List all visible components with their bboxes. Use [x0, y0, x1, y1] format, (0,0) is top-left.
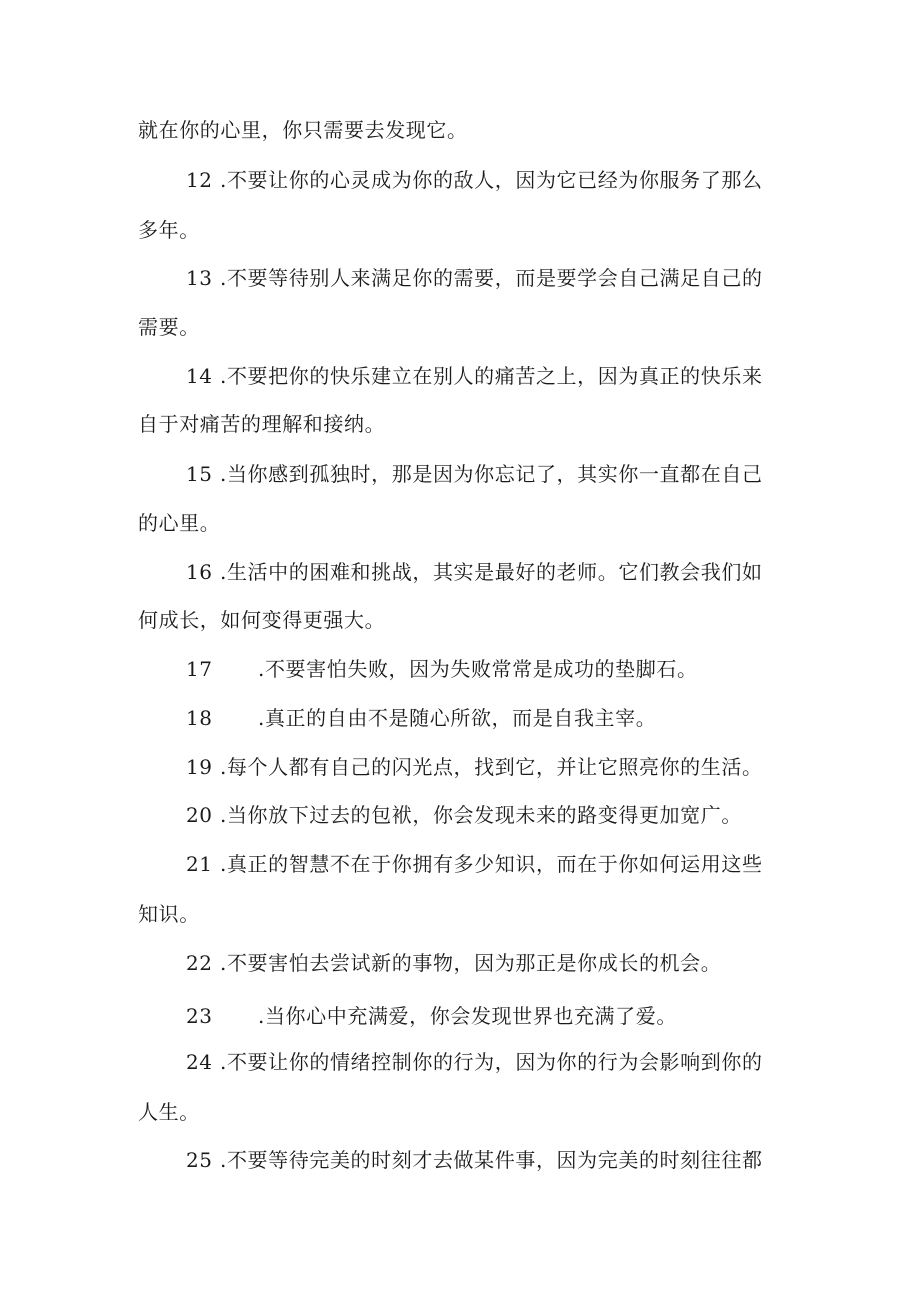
item-text: .真正的自由不是随心所欲，而是自我主宰。: [258, 706, 657, 730]
item-text: .不要把你的快乐建立在别人的痛苦之上，因为真正的快乐来: [220, 364, 763, 388]
list-item-18: [186, 704, 656, 732]
item-number: 14: [186, 364, 213, 388]
item-text: .生活中的困难和挑战，其实是最好的老师。它们教会我们如: [220, 560, 763, 584]
paragraph-line: [138, 116, 468, 144]
list-item-14: [186, 362, 763, 390]
item-number: 15: [186, 462, 213, 486]
item-number: 25: [186, 1148, 213, 1172]
list-item-25: [186, 1146, 763, 1174]
list-item-21: [186, 850, 763, 878]
line-text: 需要。: [138, 315, 200, 339]
item-number: 23: [186, 1004, 213, 1028]
list-item-24: [186, 1048, 763, 1076]
list-item-13: [186, 264, 763, 292]
item-text: .不要害怕去尝试新的事物，因为那正是你成长的机会。: [220, 951, 722, 975]
item-number: 24: [186, 1050, 213, 1074]
item-text: .不要让你的心灵成为你的敌人，因为它已经为你服务了那么: [220, 168, 763, 192]
item-text: .当你感到孤独时，那是因为你忘记了，其实你一直都在自己: [220, 462, 763, 486]
item-number: 19: [186, 755, 213, 779]
line-text: 知识。: [138, 902, 200, 926]
paragraph-line: [138, 216, 200, 244]
item-number: 20: [186, 803, 213, 827]
paragraph-line: [138, 313, 200, 341]
list-item-17: [186, 655, 698, 683]
item-text: .真正的智慧不在于你拥有多少知识，而在于你如何运用这些: [220, 852, 763, 876]
line-text: 何成长，如何变得更强大。: [138, 608, 386, 632]
line-text: 的心里。: [138, 511, 221, 535]
list-item-15: [186, 460, 763, 488]
item-number: 17: [186, 657, 213, 681]
list-item-22: [186, 949, 721, 977]
item-text: .当你放下过去的包袱，你会发现未来的路变得更加宽广。: [220, 803, 742, 827]
item-text: .不要等待完美的时刻才去做某件事，因为完美的时刻往往都: [220, 1148, 763, 1172]
paragraph-line: [138, 410, 385, 438]
item-number: 16: [186, 560, 213, 584]
item-number: 12: [186, 168, 213, 192]
item-text: .不要让你的情绪控制你的行为，因为你的行为会影响到你的: [220, 1050, 763, 1074]
list-item-12: [186, 166, 763, 194]
item-number: 21: [186, 852, 213, 876]
list-item-19: [186, 753, 763, 781]
list-item-20: [186, 801, 742, 829]
item-text: .不要等待别人来满足你的需要，而是要学会自己满足自己的: [220, 266, 763, 290]
item-number: 13: [186, 266, 213, 290]
paragraph-line: [138, 900, 200, 928]
list-item-16: [186, 558, 763, 586]
paragraph-line: [138, 606, 385, 634]
item-text: .不要害怕失败，因为失败常常是成功的垫脚石。: [258, 657, 698, 681]
item-number: 22: [186, 951, 213, 975]
item-number: 18: [186, 706, 213, 730]
list-item-23: [186, 1002, 677, 1030]
line-text: 就在你的心里，你只需要去发现它。: [138, 118, 468, 142]
line-text: 人生。: [138, 1100, 200, 1124]
line-text: 多年。: [138, 218, 200, 242]
item-text: .每个人都有自己的闪光点，找到它，并让它照亮你的生活。: [220, 755, 763, 779]
item-text: .当你心中充满爱，你会发现世界也充满了爱。: [258, 1004, 677, 1028]
paragraph-line: [138, 509, 220, 537]
paragraph-line: [138, 1098, 200, 1126]
line-text: 自于对痛苦的理解和接纳。: [138, 412, 386, 436]
